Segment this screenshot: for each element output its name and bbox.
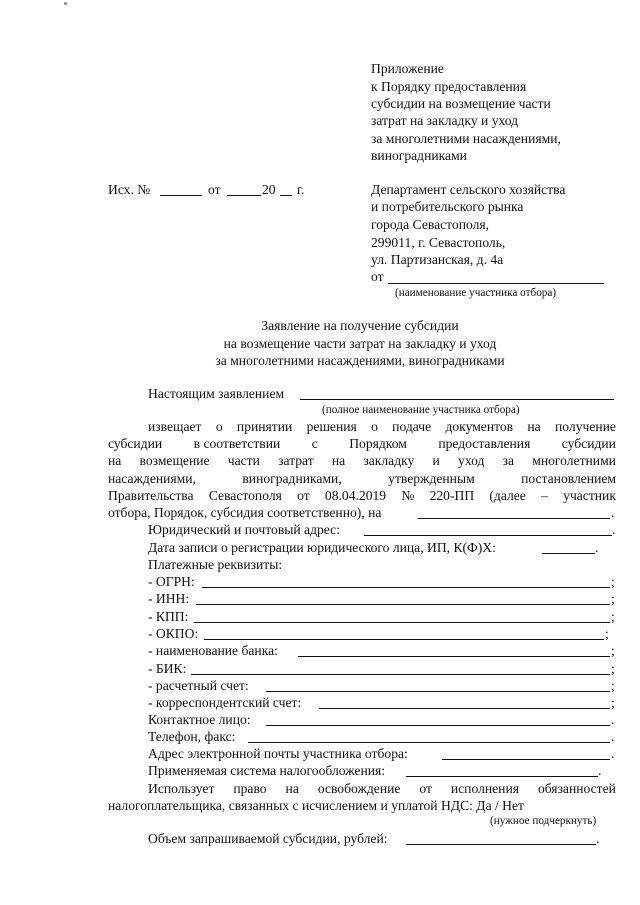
email-field[interactable] [442, 759, 610, 760]
applicant-name-caption: (наименование участника отбора) [395, 287, 557, 299]
appendix-line: субсидии на возмещение части [371, 96, 551, 111]
subsidy-label: Объем запрашиваемой субсидии, рублей: [148, 831, 388, 846]
paragraph-line: отбора, Порядок, субсидия соответственно), на [108, 505, 382, 520]
title-line: на возмещение части затрат на закладку и уход [223, 336, 497, 351]
end-semicolon: ; [611, 695, 615, 710]
outgoing-ref-label: Исх. № [108, 182, 151, 197]
addressee-line: города Севастополя, [371, 217, 490, 232]
okpo-field[interactable] [204, 639, 604, 640]
intro-label: Настоящим заявлением [148, 386, 285, 401]
end-dot: . [611, 729, 615, 744]
okpo-label: - ОКПО: [148, 626, 199, 641]
paragraph-line: насаждениями, виноградниками, утвержденным постановлением [108, 471, 616, 486]
registration-label: Дата записи о регистрации юридического лица, ИП, К(Ф)Х: [148, 540, 496, 555]
appendix-line: виноградниками [371, 148, 467, 163]
addressee-from-label: от [371, 269, 384, 284]
kpp-field[interactable] [194, 622, 610, 623]
address-label: Юридический и почтовый адрес: [148, 522, 340, 537]
contact-label: Контактное лицо: [148, 712, 251, 727]
end-semicolon: ; [611, 678, 615, 693]
vat-line: налогоплательщика, связанных с исчислением и уплатой НДС: Да / Нет [108, 798, 524, 813]
full-name-field[interactable] [300, 399, 614, 400]
vat-line: Использует право на освобождение от исполнения обязанностей [148, 781, 616, 796]
end-dot: . [611, 712, 615, 727]
bik-label: - БИК: [148, 661, 187, 676]
appendix-line: к Порядку предоставления [371, 79, 527, 94]
title-line: за многолетними насаждениями, виноградниками [215, 353, 505, 368]
end-semicolon: ; [605, 626, 609, 641]
addressee-line: ул. Партизанская, д. 4а [371, 252, 504, 267]
corr-account-label: - корреспондентский счет: [148, 695, 302, 710]
phone-label: Телефон, факс: [148, 729, 236, 744]
bik-field[interactable] [191, 674, 610, 675]
email-label: Адрес электронной почты участника отбора: [148, 746, 408, 761]
outgoing-year: 20 [262, 182, 276, 197]
vat-caption: (нужное подчеркнуть) [490, 815, 597, 827]
inn-field[interactable] [196, 604, 610, 605]
end-semicolon: ; [611, 574, 615, 589]
end-dot: . [595, 540, 599, 555]
subsidy-amount-field[interactable] [406, 844, 596, 845]
ogrn-field[interactable] [202, 587, 610, 588]
paragraph-line: на возмещение части затрат на закладку и уход за многолетними [108, 453, 616, 468]
addressee-line: и потребительского рынка [371, 199, 524, 214]
phone-field[interactable] [248, 742, 610, 743]
account-label: - расчетный счет: [148, 678, 249, 693]
paragraph-line: субсидии в соответствии с Порядком предоставления субсидии [108, 436, 616, 451]
address-field[interactable] [364, 535, 612, 536]
bank-name-label: - наименование банка: [148, 643, 278, 658]
tax-system-field[interactable] [406, 776, 598, 777]
end-dot: . [612, 522, 616, 537]
addressee-line: Департамент сельского хозяйства [371, 182, 566, 197]
appendix-line: за многолетними насаждениями, [371, 131, 561, 146]
corr-account-field[interactable] [319, 708, 610, 709]
outgoing-date-field[interactable] [227, 195, 261, 196]
ogrn-label: - ОГРН: [148, 574, 195, 589]
outgoing-year-field[interactable] [280, 195, 292, 196]
end-dot: . [598, 763, 602, 778]
appendix-line: затрат на закладку и уход [371, 113, 519, 128]
end-dot: . [596, 831, 600, 846]
outgoing-from-label: от [208, 182, 221, 197]
scan-speck [64, 2, 67, 5]
outgoing-number-field[interactable] [160, 195, 202, 196]
applicant-name-field[interactable] [388, 283, 604, 284]
tax-system-label: Применяемая система налогообложения: [148, 763, 386, 778]
end-dot: . [611, 505, 615, 520]
registration-date-field[interactable] [542, 553, 595, 554]
end-semicolon: ; [611, 643, 615, 658]
addressee-line: 299011, г. Севастополь, [371, 235, 506, 250]
account-field[interactable] [266, 691, 610, 692]
inn-label: - ИНН: [148, 591, 190, 606]
full-name-caption: (полное наименование участника отбора) [322, 404, 520, 416]
end-semicolon: ; [611, 661, 615, 676]
payment-label: Платежные реквизиты: [148, 557, 283, 572]
appendix-line: Приложение [371, 61, 444, 76]
paragraph-line: извещает о принятии решения о подаче документов на получение [148, 419, 616, 434]
end-semicolon: ; [611, 591, 615, 606]
contact-field[interactable] [266, 725, 610, 726]
paragraph-line: Правительства Севастополя от 08.04.2019 № 220-ПП (далее – участник [108, 488, 616, 503]
end-dot: . [611, 746, 615, 761]
title-line: Заявление на получение субсидии [261, 318, 459, 333]
outgoing-year-suffix: г. [297, 182, 305, 197]
end-semicolon: ; [611, 609, 615, 624]
kpp-label: - КПП: [148, 609, 189, 624]
purpose-field[interactable] [418, 518, 610, 519]
bank-name-field[interactable] [298, 656, 610, 657]
